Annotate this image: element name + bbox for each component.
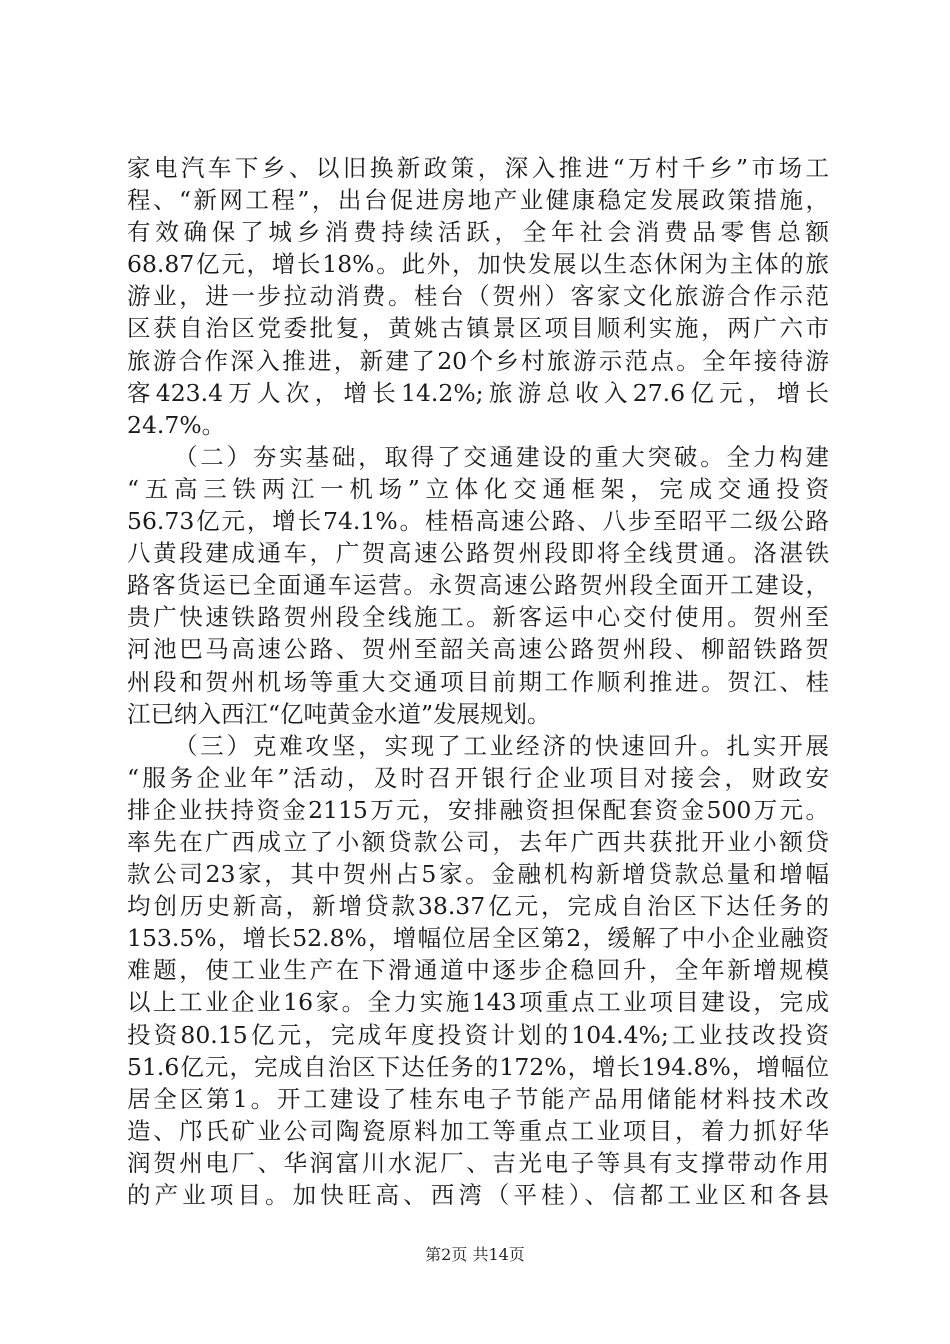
text-line: 程、“新网工程”，出台促进房地产业健康稳定发展政策措施， <box>127 186 829 215</box>
text-line: 旅游合作深入推进，新建了20个乡村旅游示范点。全年接待游 <box>127 346 829 375</box>
text-line: 造、邝氏矿业公司陶瓷原料加工等重点工业项目，着力抓好华 <box>127 1116 829 1145</box>
text-line: 51.6亿元，完成自治区下达任务的172%，增长194.8%，增幅位 <box>127 1052 829 1081</box>
text-line: “五高三铁两江一机场”立体化交通框架，完成交通投资 <box>127 474 829 503</box>
text-line: 难题，使工业生产在下滑通道中逐步企稳回升，全年新增规模 <box>127 956 829 985</box>
text-line: （三）克难攻坚，实现了工业经济的快速回升。扎实开展 <box>174 731 829 760</box>
page-footer: 第2页 共14页 <box>425 1245 525 1264</box>
text-line: 河池巴马高速公路、贺州至韶关高速公路贺州段、柳韶铁路贺 <box>127 635 829 664</box>
text-line: 路客货运已全面通车运营。永贺高速公路贺州段全面开工建设， <box>127 571 829 600</box>
text-line: “服务企业年”活动，及时召开银行企业项目对接会，财政安 <box>127 763 829 792</box>
text-line: 排企业扶持资金2115万元，安排融资担保配套资金500万元。 <box>127 795 829 824</box>
text-line: 居全区第1。开工建设了桂东电子节能产品用储能材料技术改 <box>127 1084 829 1113</box>
text-line: 八黄段建成通车，广贺高速公路贺州段即将全线贯通。洛湛铁 <box>127 539 829 568</box>
text-line: 的产业项目。加快旺高、西湾（平桂）、信都工业区和各县 <box>127 1181 829 1209</box>
text-line: 家电汽车下乡、以旧换新政策，深入推进“万村千乡”市场工 <box>127 154 829 182</box>
text-line: 率先在广西成立了小额贷款公司，去年广西共获批开业小额贷 <box>127 827 829 856</box>
text-line: 客423.4万人次，增长14.2%;旅游总收入27.6亿元，增长 <box>127 378 829 407</box>
text-line: 区获自治区党委批复，黄姚古镇景区项目顺利实施，两广六市 <box>127 314 829 343</box>
text-line: 江已纳入西江“亿吨黄金水道”发展规划。 <box>127 699 551 728</box>
document-body <box>127 152 829 1211</box>
text-line: 游业，进一步拉动消费。桂台（贺州）客家文化旅游合作示范 <box>127 282 829 311</box>
text-line: 贵广快速铁路贺州段全线施工。新客运中心交付使用。贺州至 <box>127 603 829 632</box>
text-line: 均创历史新高，新增贷款38.37亿元，完成自治区下达任务的 <box>127 892 829 921</box>
text-line: 以上工业企业16家。全力实施143项重点工业项目建设，完成 <box>127 988 829 1017</box>
text-line: 州段和贺州机场等重大交通项目前期工作顺利推进。贺江、桂 <box>127 667 829 696</box>
text-line: 153.5%，增长52.8%，增幅位居全区第2，缓解了中小企业融资 <box>127 924 829 953</box>
text-line: 68.87亿元，增长18%。此外，加快发展以生态休闲为主体的旅 <box>127 250 829 279</box>
text-line: 有效确保了城乡消费持续活跃，全年社会消费品零售总额 <box>127 218 829 247</box>
text-line: 投资80.15亿元，完成年度投资计划的104.4%;工业技改投资 <box>127 1020 829 1049</box>
text-line: 款公司23家，其中贺州占5家。金融机构新增贷款总量和增幅 <box>127 860 829 889</box>
text-line: 24.7%。 <box>127 410 226 439</box>
text-line: 56.73亿元，增长74.1%。桂梧高速公路、八步至昭平二级公路 <box>127 507 829 536</box>
text-line: 润贺州电厂、华润富川水泥厂、吉光电子等具有支撑带动作用 <box>127 1148 829 1177</box>
text-line: （二）夯实基础，取得了交通建设的重大突破。全力构建 <box>174 442 829 471</box>
